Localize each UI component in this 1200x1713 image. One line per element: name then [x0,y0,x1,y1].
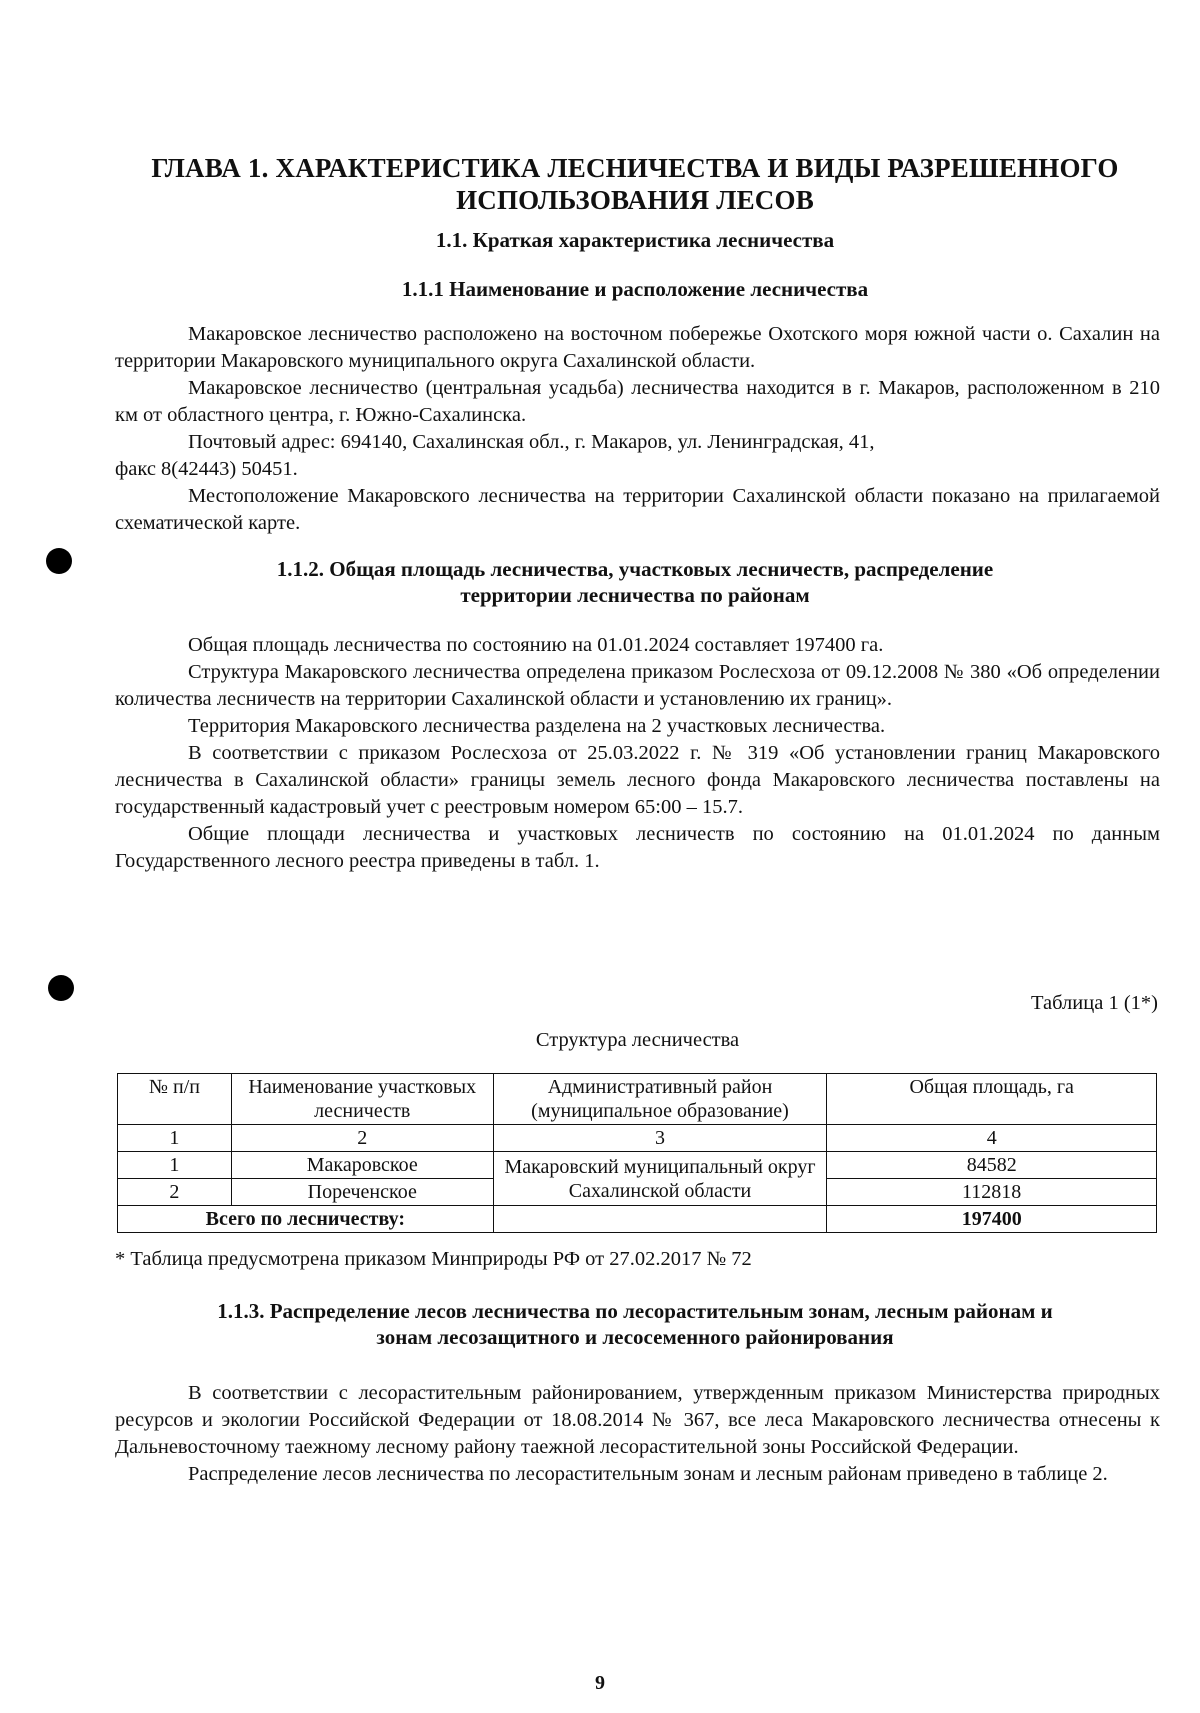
structure-table [117,1073,1157,1233]
paragraph: Структура Макаровского лесничества определена приказом Рослесхоза от 09.12.2008 № 380 «Об определении количества лесничеств на территории Сахалинской области и установлению их границ». [115,661,1160,710]
table-label: Таблица 1 (1*) [1031,992,1158,1014]
subsection-heading: 1.1.1 Наименование и расположение лесничества [401,277,869,301]
table-caption: Структура лесничества [535,1029,740,1051]
table-cell [493,1206,827,1233]
heading-line: зонам лесозащитного и лесосеменного районирования [376,1325,894,1349]
chapter-title-line: ИСПОЛЬЗОВАНИЯ ЛЕСОВ [456,185,814,215]
table-header-cell: Административный район (муниципальное образование) [493,1074,827,1125]
page-number: 9 [595,1672,605,1694]
subsection-heading [110,1298,1160,1350]
section-text [115,1380,1160,1488]
heading-line: 1.1.3. Распределение лесов лесничества по лесорастительным зонам, лесным районам и [217,1299,1053,1323]
heading-line: 1.1.2. Общая площадь лесничества, участковых лесничеств, распределение [276,557,994,581]
paragraph: В соответствии с приказом Рослесхоза от 25.03.2022 г. № 319 «Об установлении границ Макаровского лесничества в Сахалинской области» границы земель лесного фонда Макаровского лесничества поставлены на государственный кадастровый учет с реестровым номером 65:00 – 15.7. [115,742,1160,818]
section-heading: 1.1. Краткая характеристика лесничества [435,228,835,252]
section-text [115,321,1160,537]
table-column-numbers-row [118,1125,1157,1152]
chapter-title-line: ГЛАВА 1. ХАРАКТЕРИСТИКА ЛЕСНИЧЕСТВА И ВИДЫ РАЗРЕШЕННОГО [151,153,1119,183]
paragraph: Распределение лесов лесничества по лесорастительным зонам и лесным районам приведено в таблице 2. [188,1463,1108,1485]
table-cell: 2 [231,1125,493,1152]
paragraph: Местоположение Макаровского лесничества на территории Сахалинской области показано на прилагаемой схематической карте. [115,485,1160,534]
heading-line: территории лесничества по районам [460,583,810,607]
table-row [118,1152,1157,1179]
paragraph: Территория Макаровского лесничества разделена на 2 участковых лесничества. [188,715,886,737]
paragraph: Макаровское лесничество (центральная усадьба) лесничества находится в г. Макаров, расположенном в 210 км от областного центра, г. Южно-Сахалинска. [115,377,1160,426]
table-cell: 1 [118,1152,232,1179]
table-cell: Пореченское [231,1179,493,1206]
table-header-cell: Общая площадь, га [827,1074,1157,1125]
subsection-heading [110,556,1160,608]
paragraph: факс 8(42443) 50451. [115,458,298,480]
paragraph: Общая площадь лесничества по состоянию на 01.01.2024 составляет 197400 га. [188,634,884,656]
table-cell: 2 [118,1179,232,1206]
table-cell: 4 [827,1125,1157,1152]
table-cell: 84582 [827,1152,1157,1179]
table-total-label: Всего по лесничеству: [118,1206,494,1233]
table-cell: 112818 [827,1179,1157,1206]
table-total-row [118,1206,1157,1233]
chapter-title [110,152,1160,216]
table-footnote: * Таблица предусмотрена приказом Минприроды РФ от 27.02.2017 № 72 [115,1248,752,1270]
section-text [115,632,1160,875]
paragraph: Макаровское лесничество расположено на восточном побережье Охотского моря южной части о. Сахалин на территории Макаровского муниципального округа Сахалинской области. [115,323,1160,372]
table-header-cell: № п/п [118,1074,232,1125]
table-header-cell: Наименование участковых лесничеств [231,1074,493,1125]
paragraph: В соответствии с лесорастительным районированием, утвержденным приказом Министерства природных ресурсов и экологии Российской Федерации от 18.08.2014 № 367, все леса Макаровского лесничества отнесены к Дальневосточному таежному лесному району таежной лесорастительной зоны Российской Федерации. [115,1382,1160,1458]
paragraph: Общие площади лесничества и участковых лесничеств по состоянию на 01.01.2024 по данным Государственного лесного реестра приведены в табл. 1. [115,823,1160,872]
table-cell: 1 [118,1125,232,1152]
table-cell: 3 [493,1125,827,1152]
punch-hole-mark [48,975,74,1001]
table-cell: Макаровское [231,1152,493,1179]
table-total-value: 197400 [827,1206,1157,1233]
punch-hole-mark [46,548,72,574]
table-cell-district: Макаровский муниципальный округ Сахалинской области [493,1152,827,1206]
paragraph: Почтовый адрес: 694140, Сахалинская обл., г. Макаров, ул. Ленинградская, 41, [188,431,875,453]
table-header-row [118,1074,1157,1125]
